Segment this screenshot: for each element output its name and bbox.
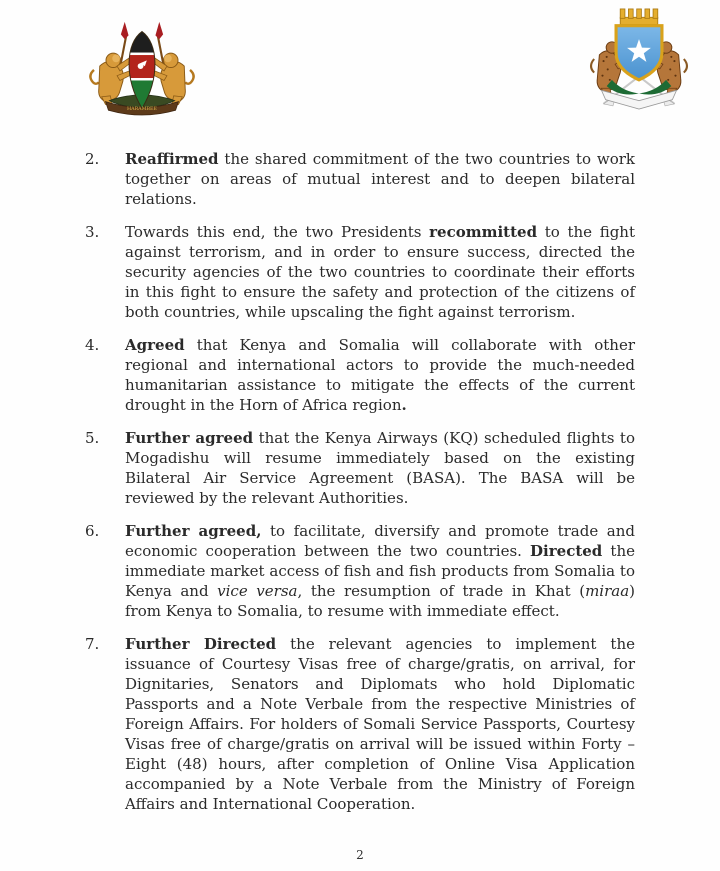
text-segment: ) from Kenya to Somalia, to resume with immediate effect. (125, 582, 636, 620)
text-segment: the relevant agencies to implement the issuance of Courtesy Visas free of charge/gratis, on arrival, for Dignitaries, Senators and Diplomats who hold Diplomatic Passports and a Note Verbale from the respective Ministries of Foreign Affairs. For holders of Somali Service Passports, Courtesy Visas free of charge/gratis on arrival will be issued within Forty – Eight (48) hours, after completion of Online Visa Application accompanied by a Note Verbale from the Ministry of Foreign Affairs and International Cooperation. (125, 635, 635, 813)
page-footer (0, 848, 720, 862)
somalia-coat-of-arms-svg (566, 6, 712, 112)
kenya-banner-text: HARAMBEE (126, 107, 158, 113)
paragraph (85, 149, 637, 209)
paragraph-number: 4. (85, 336, 100, 354)
paragraph (85, 335, 637, 415)
text-segment: Reaffirmed (125, 150, 219, 168)
paragraph-text (125, 222, 635, 322)
kenya-coat-of-arms-svg (84, 20, 200, 116)
text-segment: Agreed (125, 336, 185, 354)
text-segment: Further Directed (125, 635, 277, 653)
somalia-coat-of-arms-icon (566, 6, 712, 112)
page-number: 2 (356, 848, 364, 862)
text-segment: that the Kenya Airways (KQ) scheduled flights to Mogadishu will resume immediately based on the existing Bilateral Air Service Agreement (BASA). The BASA will be reviewed by the relevant Authorities. (125, 429, 635, 507)
text-segment: Towards this end, the two Presidents (125, 223, 430, 241)
text-segment: the immediate market access of fish and fish products from Somalia to Kenya and (125, 542, 635, 600)
kenya-coat-of-arms-icon (84, 20, 200, 116)
paragraph-text (125, 428, 635, 508)
text-segment: miraa (585, 582, 630, 600)
text-segment: Directed (530, 542, 603, 560)
paragraph (85, 521, 637, 621)
text-segment: recommitted (429, 223, 538, 241)
text-segment: to facilitate, diversify and promote trade and economic cooperation between the two countries. (125, 522, 635, 560)
text-segment: that Kenya and Somalia will collaborate with other regional and international actors to provide the much-needed humanitarian assistance to mitigate the effects of the current drought in the Horn of Africa region (125, 336, 635, 414)
document-body (85, 149, 637, 827)
paragraph-number: 2. (85, 150, 100, 168)
text-segment: . (401, 396, 407, 414)
paragraph-number: 3. (85, 223, 100, 241)
text-segment: Further agreed (125, 429, 254, 447)
text-segment: vice versa (217, 582, 298, 600)
paragraph (85, 428, 637, 508)
text-segment: to the fight against terrorism, and in order to ensure success, directed the security agencies of the two countries to coordinate their efforts in this fight to ensure the safety and protection of the citizens of both countries, while upscaling the fight against terrorism. (125, 223, 635, 321)
paragraph-number: 7. (85, 635, 100, 653)
paragraph (85, 222, 637, 322)
paragraph-text (125, 634, 635, 814)
paragraph-text (125, 521, 635, 621)
paragraph-text (125, 335, 635, 415)
text-segment: the shared commitment of the two countries to work together on areas of mutual interest and to deepen bilateral relations. (125, 150, 635, 208)
text-segment: Further agreed, (125, 522, 262, 540)
paragraph-number: 6. (85, 522, 100, 540)
text-segment: , the resumption of trade in Khat ( (297, 582, 586, 600)
paragraph-number: 5. (85, 429, 100, 447)
paragraph (85, 634, 637, 814)
paragraph-text (125, 149, 635, 209)
